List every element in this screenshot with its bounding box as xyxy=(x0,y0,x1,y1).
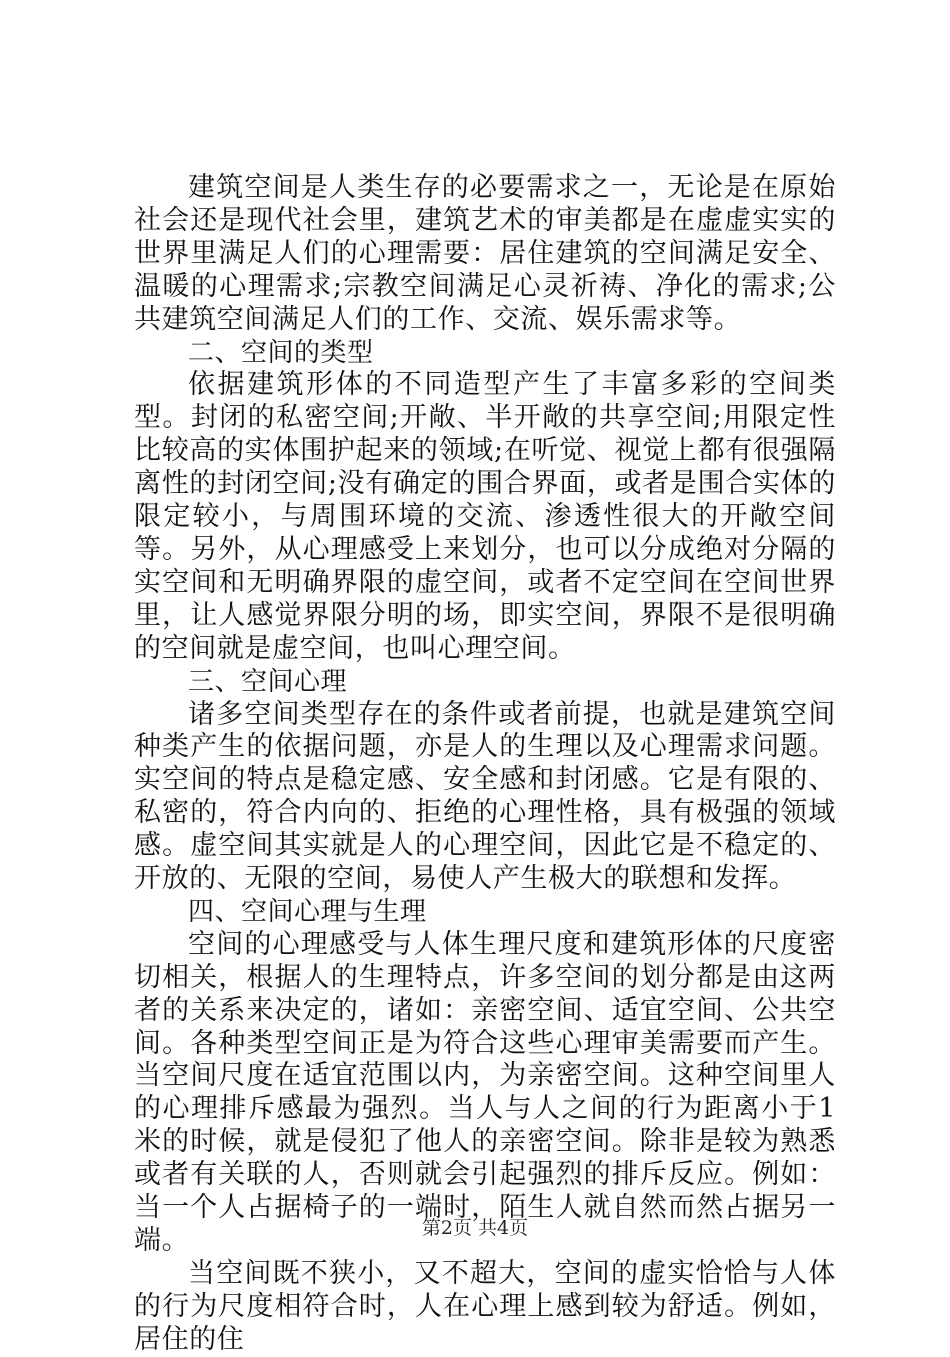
paragraph-space-psychology: 诸多空间类型存在的条件或者前提，也就是建筑空间种类产生的依据问题，亦是人的生理以及心理需求问题。实空间的特点是稳定感、安全感和封闭感。它是有限的、私密的，符合内向的、拒绝的心理性格，具有极强的领域感。虚空间其实就是人的心理空间，因此它是不稳定的、开放的、无限的空间，易使人产生极大的联想和发挥。 xyxy=(134,698,836,895)
section-heading-space-psychology: 三、空间心理 xyxy=(188,666,348,697)
paragraph-psychology-physiology: 空间的心理感受与人体生理尺度和建筑形体的尺度密切相关，根据人的生理特点，许多空间的划分都是由这两者的关系来决定的，诸如：亲密空间、适宜空间、公共空间。各种类型空间正是为符合这些心理审美需要而产生。当空间尺度在适宜范围以内，为亲密空间。这种空间里人的心理排斥感最为强烈。当人与人之间的行为距离小于1米的时候，就是侵犯了他人的亲密空间。除非是较为熟悉或者有关联的人，否则就会引起强烈的排斥反应。例如：当一个人占据椅子的一端时，陌生人就自然而然占据另一端。 xyxy=(134,928,836,1256)
paragraph-comfort-scale: 当空间既不狭小，又不超大，空间的虚实恰恰与人体的行为尺度相符合时，人在心理上感到较为舒适。例如，居住的住 xyxy=(134,1257,836,1355)
section-heading-space-types: 二、空间的类型 xyxy=(188,337,374,368)
page-number-footer: 第2页 共4页 xyxy=(421,1217,529,1239)
document-body xyxy=(134,172,836,1357)
section-heading-psychology-physiology: 四、空间心理与生理 xyxy=(188,896,427,927)
paragraph-space-types: 依据建筑形体的不同造型产生了丰富多彩的空间类型。封闭的私密空间;开敞、半开敞的共享空间;用限定性比较高的实体围护起来的领域;在听觉、视觉上都有很强隔离性的封闭空间;没有确定的围合界面，或者是围合实体的限定较小，与周围环境的交流、渗透性很大的开敞空间等。另外，从心理感受上来划分，也可以分成绝对分隔的实空间和无明确界限的虚空间，或者不定空间在空间世界里，让人感觉界限分明的场，即实空间，界限不是很明确的空间就是虚空间，也叫心理空间。 xyxy=(134,369,836,664)
paragraph-intro: 建筑空间是人类生存的必要需求之一，无论是在原始社会还是现代社会里，建筑艺术的审美都是在虚虚实实的世界里满足人们的心理需要：居住建筑的空间满足安全、温暖的心理需求;宗教空间满足心灵祈祷、净化的需求;公共建筑空间满足人们的工作、交流、娱乐需求等。 xyxy=(134,172,836,335)
